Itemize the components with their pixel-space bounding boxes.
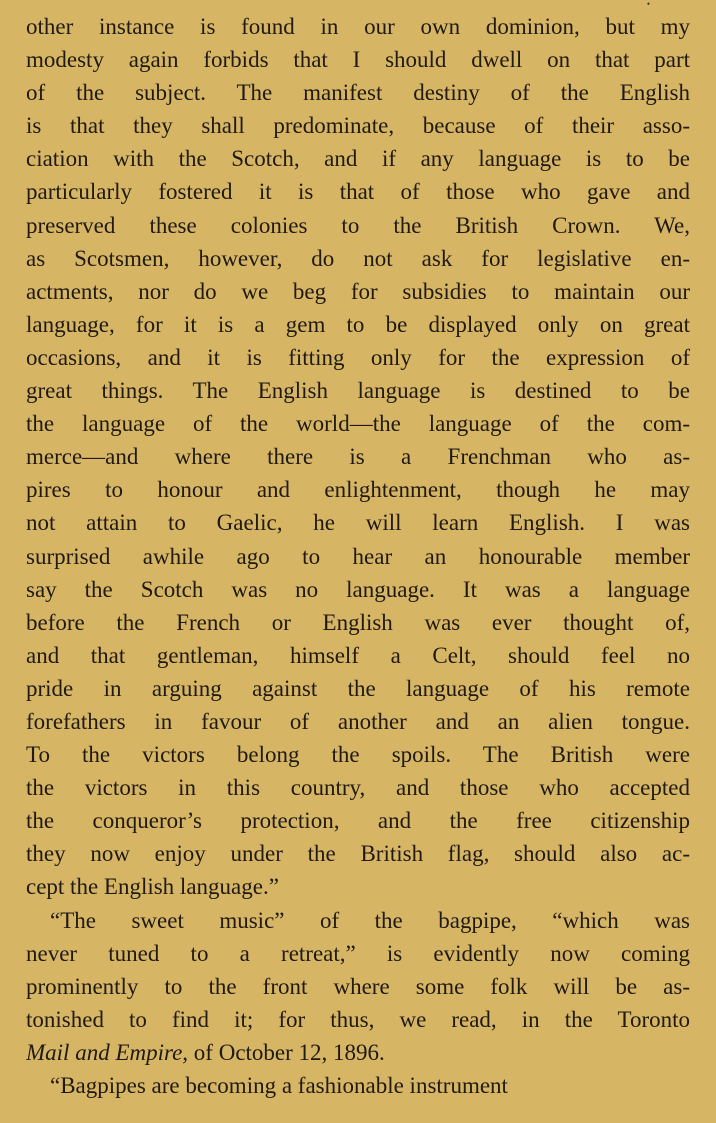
text-line: modesty again forbids that I should dwell on that part: [26, 47, 690, 73]
text-line: To the victors belong the spoils. The British were: [26, 742, 690, 768]
text-line: occasions, and it is fitting only for the expression of: [26, 344, 690, 370]
text-line: before the French or English was ever thought of,: [26, 609, 690, 635]
text-line: the conqueror’s protection, and the free citizenship: [26, 808, 690, 834]
paragraph-quote-scotch: [26, 10, 690, 904]
text-line: tonished to find it; for thus, we read, in the Toronto: [26, 1006, 690, 1032]
text-line: particularly fostered it is that of those who gave and: [26, 179, 690, 205]
text-line: the victors in this country, and those who accepted: [26, 775, 690, 801]
text-line: never tuned to a retreat,” is evidently now coming: [26, 940, 690, 966]
newspaper-date: of October 12, 1896.: [188, 1039, 385, 1065]
text-line: language, for it is a gem to be displayed only on great: [26, 311, 690, 337]
text-line: surprised awhile ago to hear an honourable member: [26, 543, 690, 569]
text-line: [26, 1036, 690, 1069]
text-line: “The sweet music” of the bagpipe, “which was: [50, 907, 690, 933]
text-line: pires to honour and enlightenment, though he may: [26, 477, 690, 503]
text-line: they now enjoy under the British flag, should also ac-: [26, 841, 690, 867]
text-line: ciation with the Scotch, and if any language is to be: [26, 146, 690, 172]
text-line: merce—and where there is a Frenchman who as-: [26, 444, 690, 470]
text-line: other instance is found in our own dominion, but my: [26, 14, 690, 39]
text-line: not attain to Gaelic, he will learn English. I was: [26, 510, 690, 536]
text-line: of the subject. The manifest destiny of the English: [26, 80, 690, 106]
paragraph-bagpipes-fashionable: [26, 1069, 690, 1102]
text-line: and that gentleman, himself a Celt, should feel no: [26, 642, 690, 668]
text-line: say the Scotch was no language. It was a language: [26, 576, 690, 602]
text-line: is that they shall predominate, because of their asso-: [26, 113, 690, 139]
text-line: the language of the world—the language of the com-: [26, 411, 690, 437]
text-line: cept the English language.”: [26, 874, 279, 900]
text-line: “Bagpipes are becoming a fashionable instrument: [50, 1073, 508, 1098]
text-line: as Scotsmen, however, do not ask for legislative en-: [26, 245, 690, 271]
corner-mark: •: [646, 0, 650, 9]
text-body: [26, 10, 690, 1102]
text-line: great things. The English language is destined to be: [26, 378, 690, 404]
text-line: prominently to the front where some folk will be as-: [26, 973, 690, 999]
text-line: pride in arguing against the language of his remote: [26, 675, 690, 701]
text-line: preserved these colonies to the British Crown. We,: [26, 212, 690, 238]
text-line: forefathers in favour of another and an alien tongue.: [26, 708, 690, 734]
text-line: actments, nor do we beg for subsidies to maintain our: [26, 278, 690, 304]
newspaper-title: Mail and Empire,: [26, 1039, 189, 1065]
paragraph-bagpipe-music: [26, 904, 690, 1069]
